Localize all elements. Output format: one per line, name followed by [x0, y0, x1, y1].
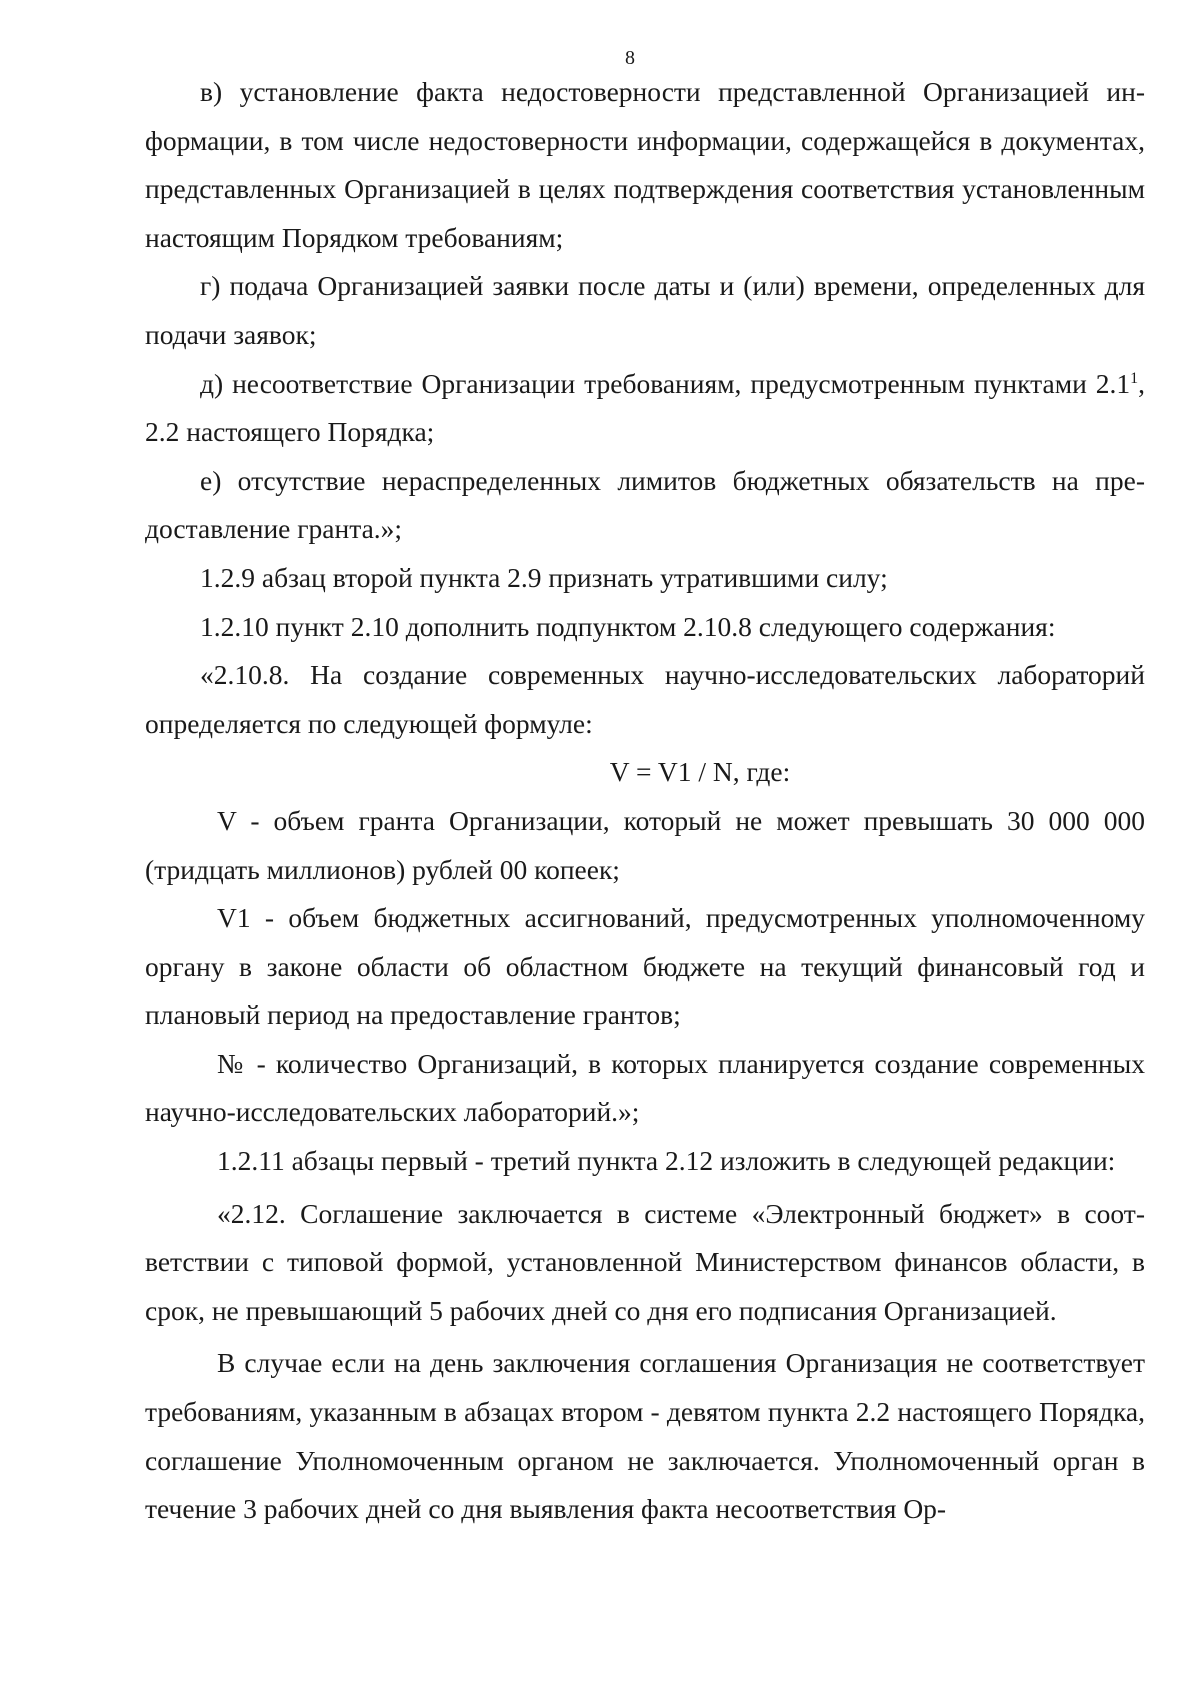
definition-n: № - количество Организаций, в которых планируется создание современных научно-исследовательских лабораторий.»;: [145, 1047, 1145, 1128]
paragraph-2-12: «2.12. Соглашение заключается в системе «Электронный бюджет» в соответствии с типовой формой, установленной Министерством финансов области, в срок, не превышающий 5 рабочих дней со дня его подписания Организацией.: [145, 1197, 1145, 1326]
document-body: [145, 68, 1145, 1534]
superscript-one: 1: [1130, 369, 1139, 387]
paragraph-d: [145, 360, 1145, 457]
paragraph-2-10-8: «2.10.8. На создание современных научно-исследовательских лабораторий определяется по следующей формуле:: [145, 659, 1145, 739]
paragraph-1-2-11: 1.2.11 абзацы первый - третий пункта 2.12 изложить в следующей редакции:: [217, 1145, 1116, 1177]
paragraph-case: В случае если на день заключения соглашения Организация не соответствует требованиям, указанным в абзацах втором - девятом пункта 2.2 настоящего Порядка, соглашение Уполномоченным органом не заключается. Уполномоченный орган в течение 3 рабочих дней со дня выявления факта несоответствия Ор-: [145, 1347, 1145, 1525]
paragraph-d-text: д) несоответствие Организации требованиям, предусмотренным пунктами 2.1: [200, 367, 1131, 399]
paragraph-1-2-9: 1.2.9 абзац второй пункта 2.9 признать утратившими силу;: [200, 561, 888, 593]
paragraph-1-2-10: 1.2.10 пункт 2.10 дополнить подпунктом 2.10.8 следующего содержания:: [200, 610, 1056, 642]
page-number: 8: [625, 47, 635, 69]
formula: V = V1 / N, где:: [609, 756, 791, 788]
paragraph-v: в) установление факта недостоверности представленной Организацией информации, в том числе недостоверности информации, содержащейся в документах, представленных Организацией в целях подтверждения соответствия установленным настоящим Порядком требованиям;: [145, 76, 1145, 253]
definition-v: V - объем гранта Организации, который не может превышать 30 000 000 (тридцать миллионов) рублей 00 копеек;: [145, 804, 1145, 885]
definition-v1: V1 - объем бюджетных ассигнований, предусмотренных уполномоченному органу в законе области об областном бюджете на текущий финансовый год и плановый период на предоставление грантов;: [145, 902, 1145, 1031]
paragraph-d-text-after: , 2.2 настоящего Порядка;: [145, 367, 1145, 448]
paragraph-e: е) отсутствие нераспределенных лимитов бюджетных обязательств на предоставление гранта.»;: [145, 464, 1145, 545]
paragraph-g: г) подача Организацией заявки после даты и (или) времени, определенных для подачи заявок;: [145, 270, 1145, 350]
